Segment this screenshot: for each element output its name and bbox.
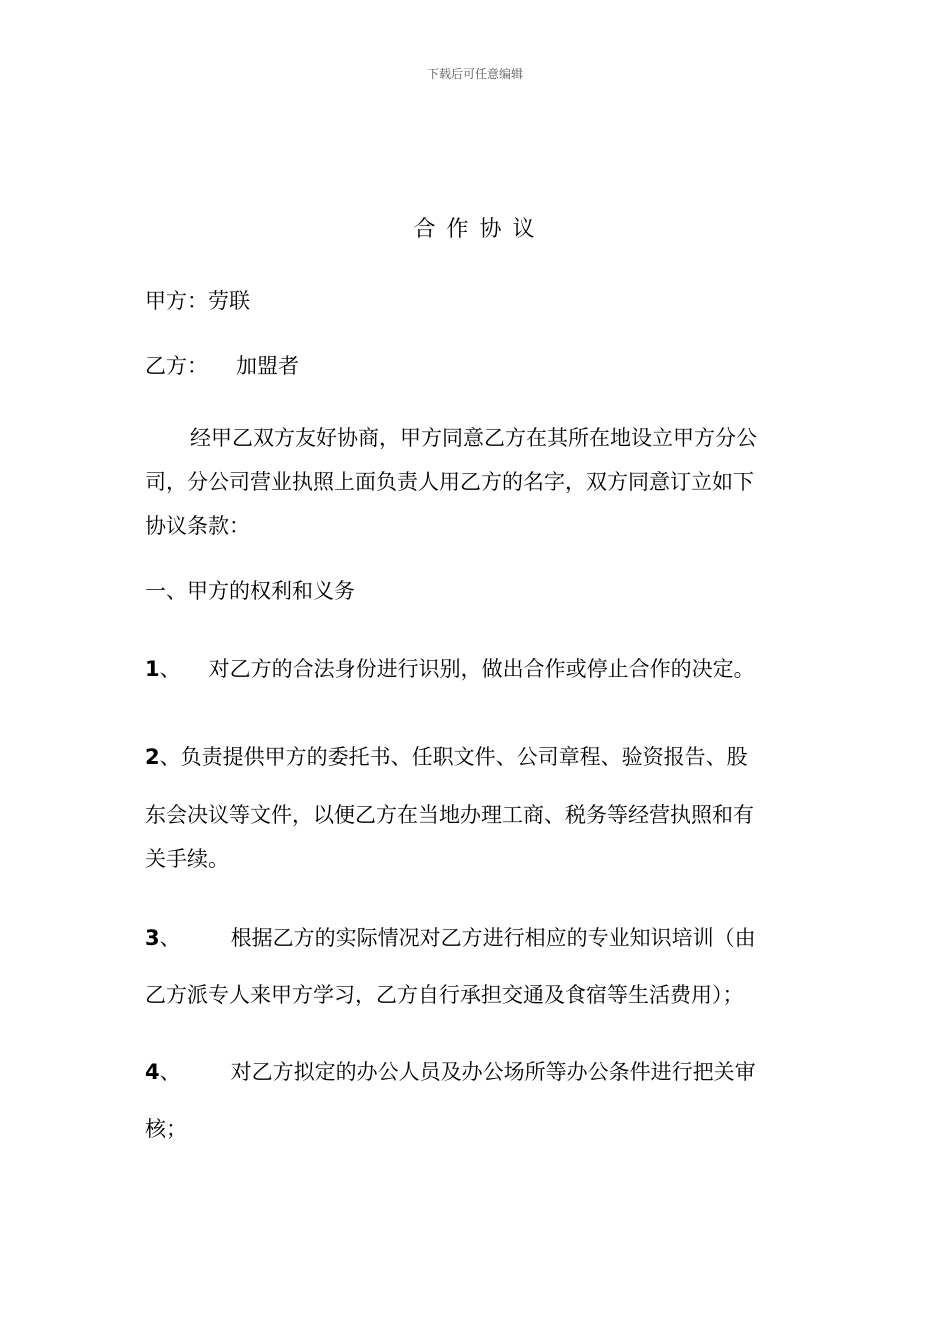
header-note: 下载后可任意编辑: [426, 67, 523, 81]
section-one-heading: 一、甲方的权利和义务: [145, 579, 355, 603]
clause-4: [145, 1050, 805, 1094]
clause-1-separator: 、: [159, 657, 181, 681]
clause-3-number: 3: [145, 926, 160, 950]
party-b-line: [145, 344, 805, 388]
clause-1-line-1: 对乙方的合法身份进行识别，做出合作或停止合作的决定。: [208, 657, 755, 681]
clause-1: [145, 647, 805, 691]
clause-3: [145, 916, 805, 960]
clause-3-separator: 、: [159, 926, 181, 950]
clause-3-line-2: 乙方派专人来甲方学习，乙方自行承担交通及食宿等生活费用）；: [145, 983, 744, 1007]
clause-4-line-2: 核；: [145, 1117, 187, 1141]
clause-4-number: 4: [145, 1060, 160, 1084]
intro-line-3: 协议条款：: [145, 514, 250, 538]
clause-2-line-2: 东会决议等文件，以便乙方在当地办理工商、税务等经营执照和有: [145, 803, 754, 827]
clause-2-number: 2: [145, 745, 160, 769]
party-a-line: 甲方：劳联: [145, 289, 250, 313]
clause-2-separator: 、: [159, 745, 181, 769]
clause-3-line-1: 根据乙方的实际情况对乙方进行相应的专业知识培训（由: [230, 926, 756, 950]
clause-2-line-1: 负责提供甲方的委托书、任职文件、公司章程、验资报告、股: [180, 745, 748, 769]
document-title: 合 作 协 议: [413, 217, 537, 242]
clause-2: [145, 735, 805, 779]
clause-1-number: 1: [145, 657, 160, 681]
clause-2-line-3: 关手续。: [145, 847, 229, 871]
party-b-value: 加盟者: [236, 354, 299, 378]
party-b-label: 乙方：: [145, 354, 208, 378]
clause-4-separator: 、: [159, 1060, 181, 1084]
intro-line-1: 经甲乙双方友好协商，甲方同意乙方在其所在地设立甲方分公: [190, 426, 757, 450]
intro-line-2: 司，分公司营业执照上面负责人用乙方的名字，双方同意订立如下: [145, 470, 754, 494]
clause-4-line-1: 对乙方拟定的办公人员及办公场所等办公条件进行把关审: [230, 1060, 756, 1084]
